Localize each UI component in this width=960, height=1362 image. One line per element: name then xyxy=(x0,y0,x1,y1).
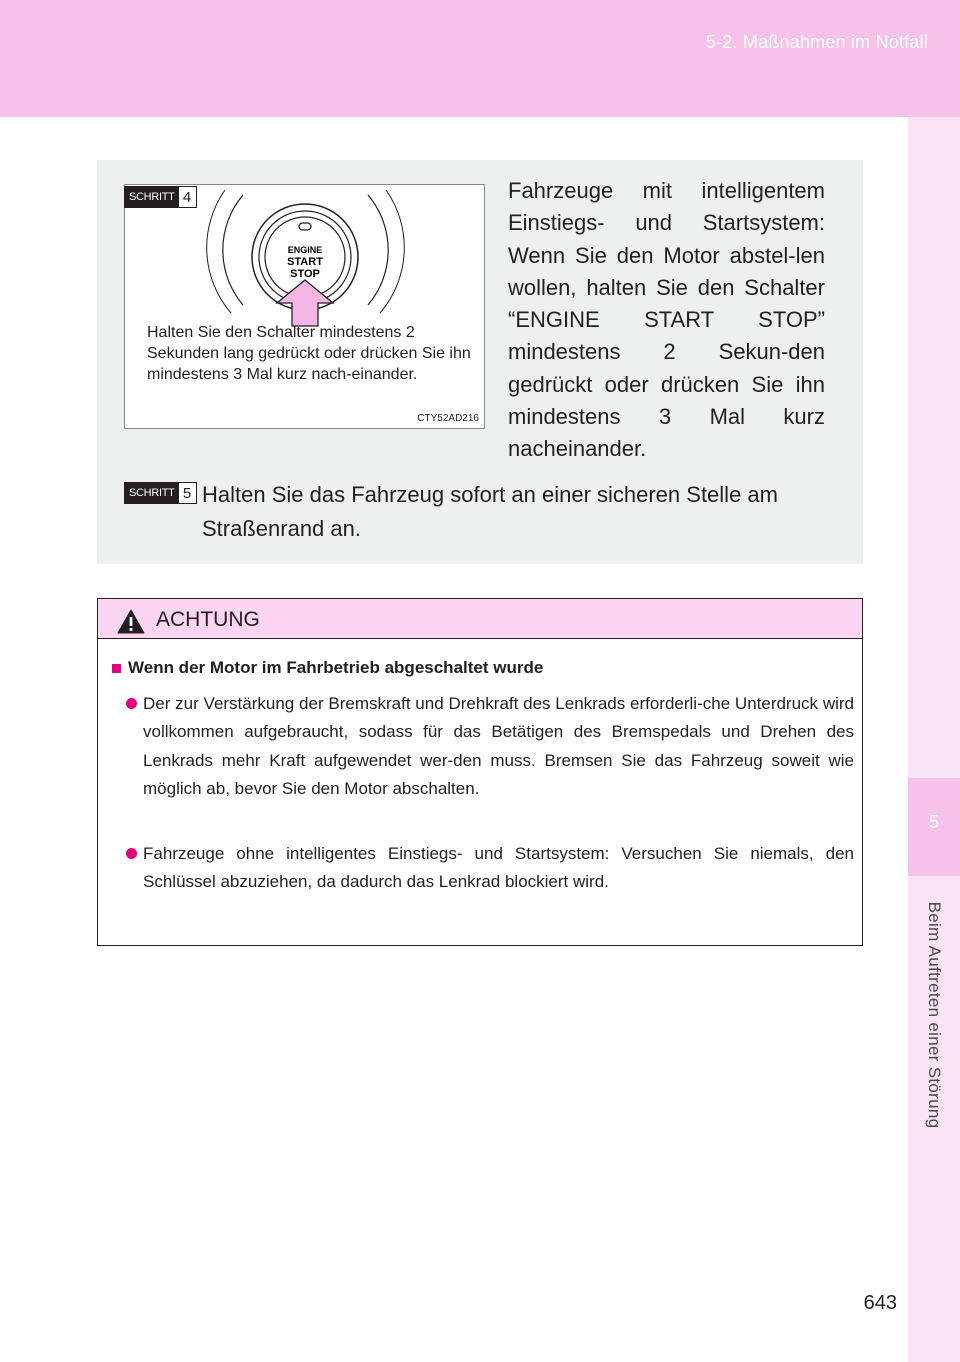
warning-item-text: Fahrzeuge ohne intelligentes Einstiegs- und Startsystem: Versuchen Sie niemals, den Schlüssel abzuziehen, da dadurch das Lenkrad blockiert wird. xyxy=(143,844,854,892)
warning-subheading xyxy=(112,658,543,678)
step-tag-word: SCHRITT xyxy=(125,483,179,503)
step-4-text: Fahrzeuge mit intelligentem Einstiegs- und Startsystem: Wenn Sie den Motor abstel-len wollen, halten Sie den Schalter “ENGINE START STOP” mindestens 2 Sekun-den gedrückt oder drücken Sie ihn mindestens 3 Mal kurz nacheinander. xyxy=(508,178,825,462)
engine-start-button-illustration xyxy=(125,185,484,428)
side-strip xyxy=(908,117,960,1362)
page-number: 643 xyxy=(863,1292,897,1314)
chapter-number: 5 xyxy=(928,812,939,832)
warning-item xyxy=(126,840,854,897)
figure-code: CTY52AD216 xyxy=(417,413,479,424)
square-bullet-icon xyxy=(112,664,121,673)
warning-triangle-icon xyxy=(117,609,145,634)
warning-header xyxy=(98,599,862,639)
step-tag-number: 5 xyxy=(182,484,192,502)
step-4-tag xyxy=(124,186,197,208)
warning-box xyxy=(97,598,863,946)
engine-button-figure xyxy=(124,184,485,429)
header-band xyxy=(0,0,960,117)
button-line-engine: ENGINE xyxy=(287,245,323,255)
step-tag-number: 4 xyxy=(182,188,192,206)
dot-bullet-icon xyxy=(126,698,137,709)
step-5-text: Halten Sie das Fahrzeug sofort an einer sicheren Stelle am Straßenrand an. xyxy=(202,482,778,541)
chapter-title: Beim Auftreten einer Störung xyxy=(925,901,944,1129)
step-5-tag xyxy=(124,482,197,504)
button-line-stop: STOP xyxy=(290,268,320,280)
warning-title: ACHTUNG xyxy=(156,608,260,631)
warning-item-text: Der zur Verstärkung der Bremskraft und Drehkraft des Lenkrads erforderli-che Unterdruck wird vollkommen aufgebraucht, sodass für das Betätigen des Bremspedals und Drehen des Lenkrads mehr Kraft aufgewendet wer-den muss. Bremsen Sie das Fahrzeug soweit wie möglich ab, bevor Sie den Motor abschalten. xyxy=(143,694,854,799)
dot-bullet-icon xyxy=(126,848,137,859)
button-line-start: START xyxy=(287,256,323,268)
section-title: 5-2. Maßnahmen im Notfall xyxy=(705,32,928,52)
step-tag-word: SCHRITT xyxy=(125,187,179,207)
figure-caption: Halten Sie den Schalter mindestens 2 Sekunden lang gedrückt oder drücken Sie ihn mindestens 3 Mal kurz nach-einander. xyxy=(147,324,471,383)
warning-subheading-text: Wenn der Motor im Fahrbetrieb abgeschaltet wurde xyxy=(128,658,544,677)
warning-item xyxy=(126,690,854,804)
